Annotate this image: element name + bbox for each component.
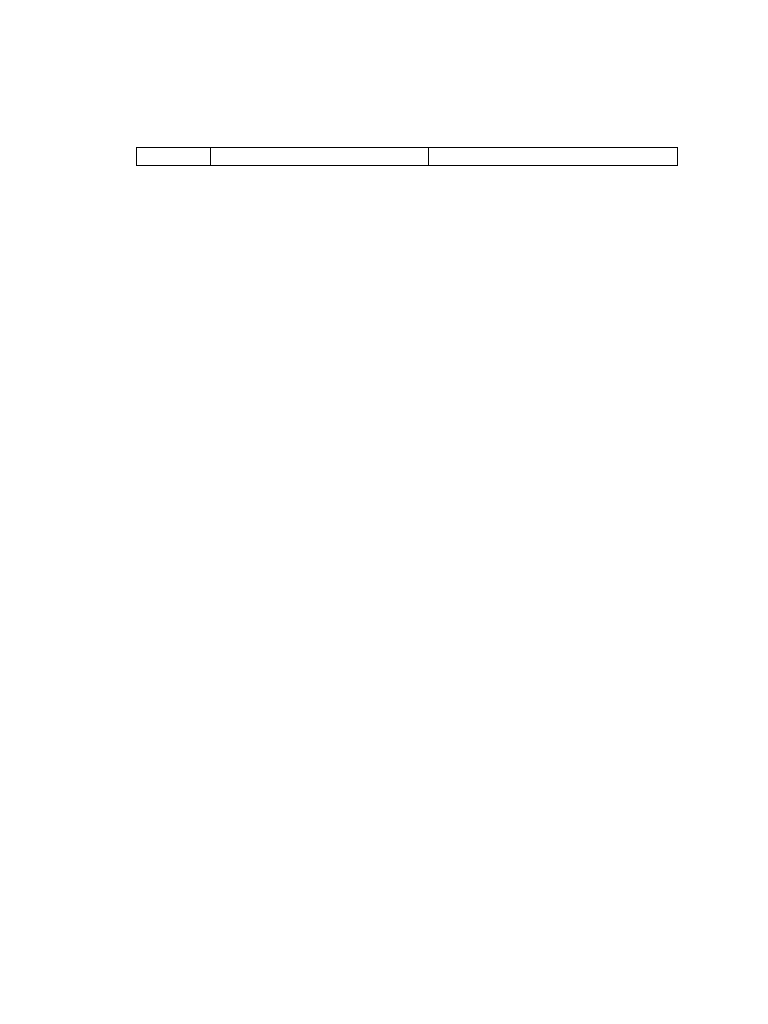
configuration-table <box>136 147 678 166</box>
table-header-row <box>137 148 678 166</box>
col-header-config <box>428 148 677 166</box>
section-heading <box>113 94 135 110</box>
col-header-element <box>137 148 211 166</box>
col-header-orbital <box>211 148 428 166</box>
